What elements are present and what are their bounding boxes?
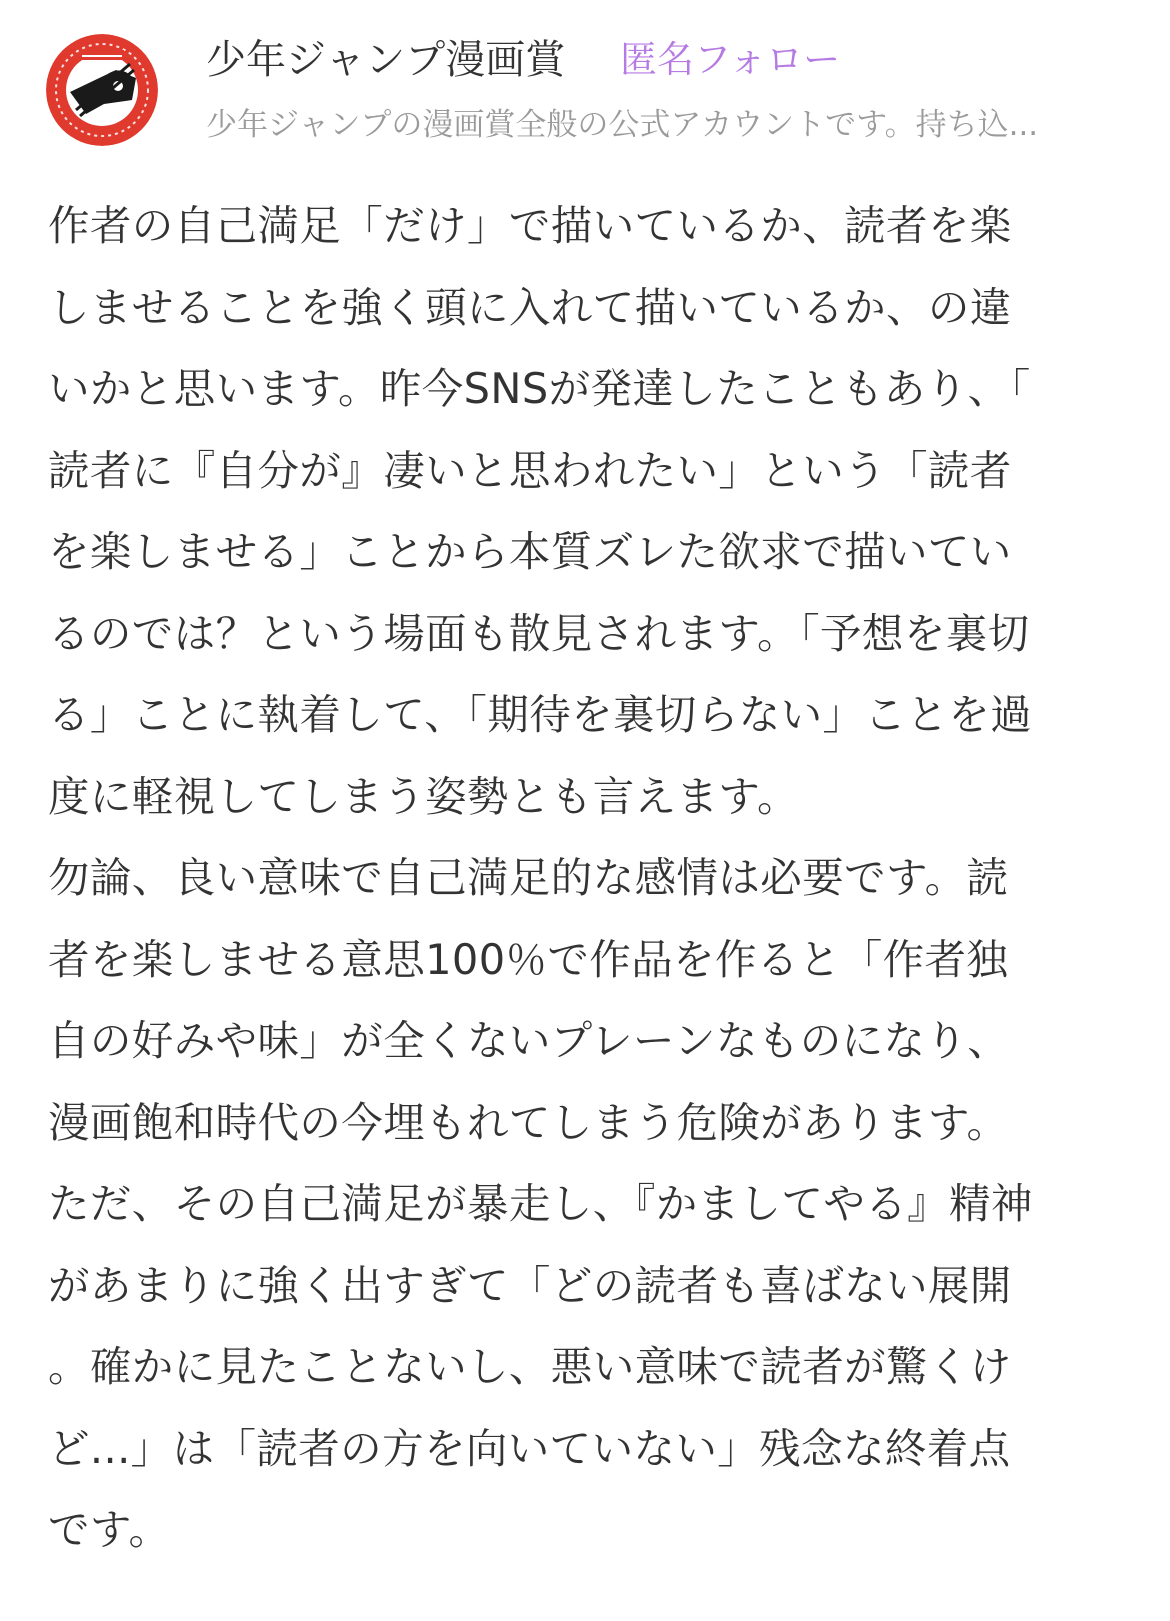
shonen-jump-pirate-logo-icon [46, 34, 158, 146]
account-header [0, 0, 1170, 160]
account-name[interactable]: 少年ジャンプ漫画賞 [206, 37, 566, 83]
post-paragraph: 勿論、良い意味で自己満足的な感情は必要です。読者を楽しませる意思100％で作品を作ると「作者独自の好みや味」が全くないプレーンなものになり、漫画飽和時代の今埋もれてしまう危険があります。 [48, 853, 1010, 1147]
anonymous-follow-button[interactable]: 匿名フォロー [620, 38, 841, 81]
post-paragraph: 作者の自己満足「だけ」で描いているか、読者を楽しませることを強く頭に入れて描いているか、の違いかと思います。昨今SNSが発達したこともあり、「読者に『自分が』凄いと思われたい」という「読者を楽しませる」ことから本質ズレた欲求で描いているのでは？という場面も散見されます。「予想を裏切る」ことに執着して、「期待を裏切らない」ことを過度に軽視してしまう姿勢とも言えます。 [48, 201, 1033, 821]
post-body [48, 185, 1048, 1571]
account-description[interactable]: 少年ジャンプの漫画賞全般の公式アカウントです。持ち込... [206, 107, 1039, 143]
post-paragraph: ただ、その自己満足が暴走し、『かましてやる』精神があまりに強く出すぎて「どの読者も喜ばない展開。確かに見たことないし、悪い意味で読者が驚くけど...」は「読者の方を向いていない」残念な終着点です。 [48, 1179, 1033, 1554]
account-avatar[interactable] [46, 34, 158, 146]
